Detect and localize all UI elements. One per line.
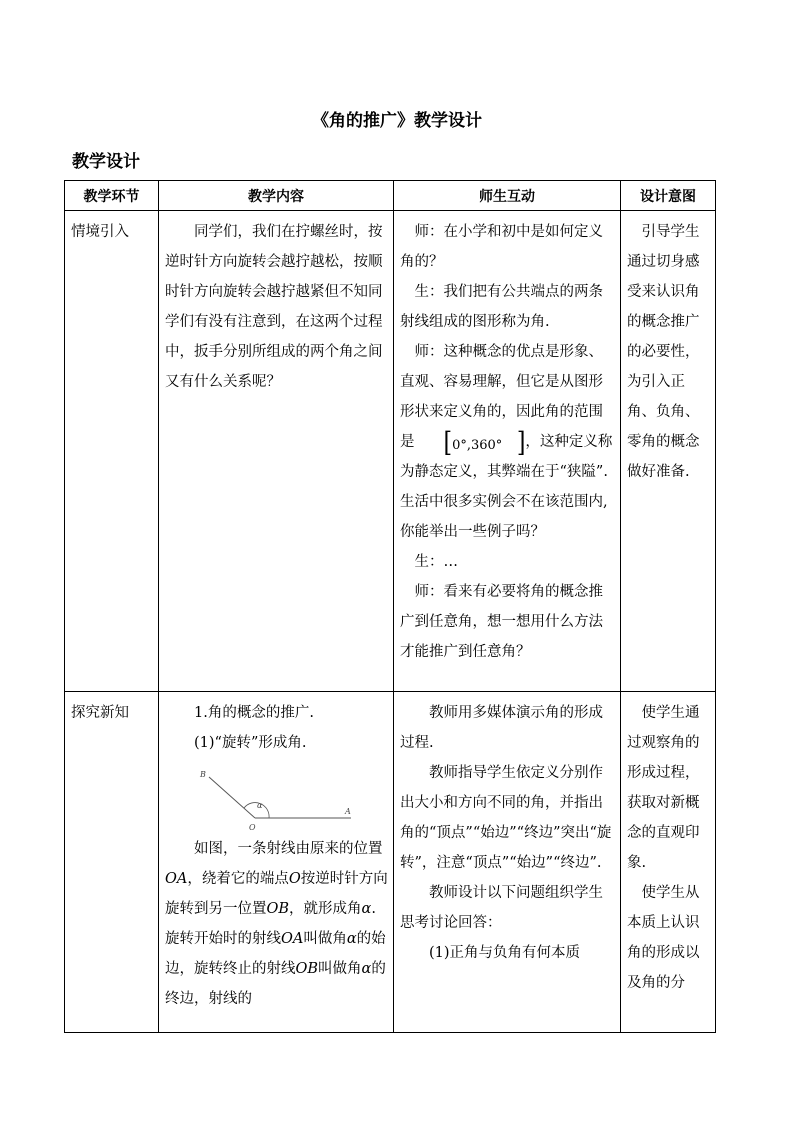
row1-interaction-p4: 生：… xyxy=(414,554,458,570)
rotation-angle-figure xyxy=(193,764,353,834)
table-row xyxy=(65,211,716,692)
row2-intent-p2: 使学生从本质上认识角的形成以及角的分 xyxy=(627,885,700,991)
row2-stage: 探究新知 xyxy=(65,692,159,1033)
row2-interaction-p4: (1)正角与负角有何本质 xyxy=(429,945,581,961)
angle-range-values: 0°,360° xyxy=(452,438,503,453)
row2-content xyxy=(159,692,394,1033)
lesson-design-table xyxy=(64,180,716,1033)
row1-interaction-p5: 师：看来有必要将角的概念推广到任意角，想一想用什么方法才能推广到任意角？ xyxy=(400,584,603,660)
ray-ob xyxy=(209,777,255,818)
row1-content-text: 同学们，我们在拧螺丝时，按逆时针方向旋转会越拧越松，按顺时针方向旋转会越拧越紧但不知同学们有没有注意到，在这两个过程中，扳手分别所组成的两个角之间又有什么关系呢？ xyxy=(165,224,383,390)
row2-interaction-p2: 教师指导学生依定义分别作出大小和方向不同的角，并指出角的“顶点”“始边”“终边”突出“旋转”，注意“顶点”“始边”“终边”. xyxy=(400,765,612,871)
row2-content-p1: 1.角的概念的推广. xyxy=(194,705,314,721)
header-intent: 设计意图 xyxy=(621,181,716,211)
table-row xyxy=(65,692,716,1033)
angle-range-interval: [0°,360° ] xyxy=(443,427,526,459)
row1-content xyxy=(159,211,394,692)
row1-intent-text: 引导学生通过切身感受来认识角的概念推广的必要性，为引入正角、负角、零角的概念做好准备. xyxy=(627,224,700,480)
row2-interaction-p1: 教师用多媒体演示角的形成过程. xyxy=(400,705,603,751)
row2-intent-p1: 使学生通过观察角的形成过程，获取对新概念的直观印象. xyxy=(627,705,700,871)
row1-interaction-p3b: ，这种定义称为静态定义，其弊端在于“狭隘”.生活中很多实例会不在该范围内,你能举出一些例子吗？ xyxy=(400,434,613,540)
row2-interaction xyxy=(394,692,621,1033)
point-a-label: A xyxy=(345,807,351,816)
row1-interaction-p1: 师：在小学和初中是如何定义角的？ xyxy=(400,224,603,270)
row1-stage: 情境引入 xyxy=(65,211,159,692)
row1-interaction xyxy=(394,211,621,692)
header-interaction: 师生互动 xyxy=(394,181,621,211)
document-title: 《角的推广》教学设计 xyxy=(312,111,482,131)
row2-intent xyxy=(621,692,716,1033)
table-header-row xyxy=(65,181,716,211)
row1-interaction-p3 xyxy=(400,337,616,547)
row1-interaction-p3a: 师：这种概念的优点是形象、直观、容易理解，但它是从图形形状来定义角的，因此角的范围是 xyxy=(400,344,603,450)
point-b-label: B xyxy=(200,770,206,779)
header-content: 教学内容 xyxy=(159,181,394,211)
section-heading: 教学设计 xyxy=(72,152,140,172)
point-o-label: O xyxy=(249,823,256,832)
angle-alpha-label: α xyxy=(257,801,263,810)
header-stage: 教学环节 xyxy=(65,181,159,211)
row1-interaction-p2: 生：我们把有公共端点的两条射线组成的图形称为角. xyxy=(400,284,603,330)
row1-intent xyxy=(621,211,716,692)
row2-content-p3: 如图，一条射线由原来的位置OA，绕着它的端点O按逆时针方向旋转到另一位置OB，就形成角α.旋转开始时的射线OA叫做角α的始边，旋转终止的射线OB叫做角α的终边，射线的 xyxy=(165,841,388,1007)
row2-content-p2: (1)“旋转”形成角. xyxy=(194,735,307,751)
row2-interaction-p3: 教师设计以下问题组织学生思考讨论回答： xyxy=(400,885,603,931)
